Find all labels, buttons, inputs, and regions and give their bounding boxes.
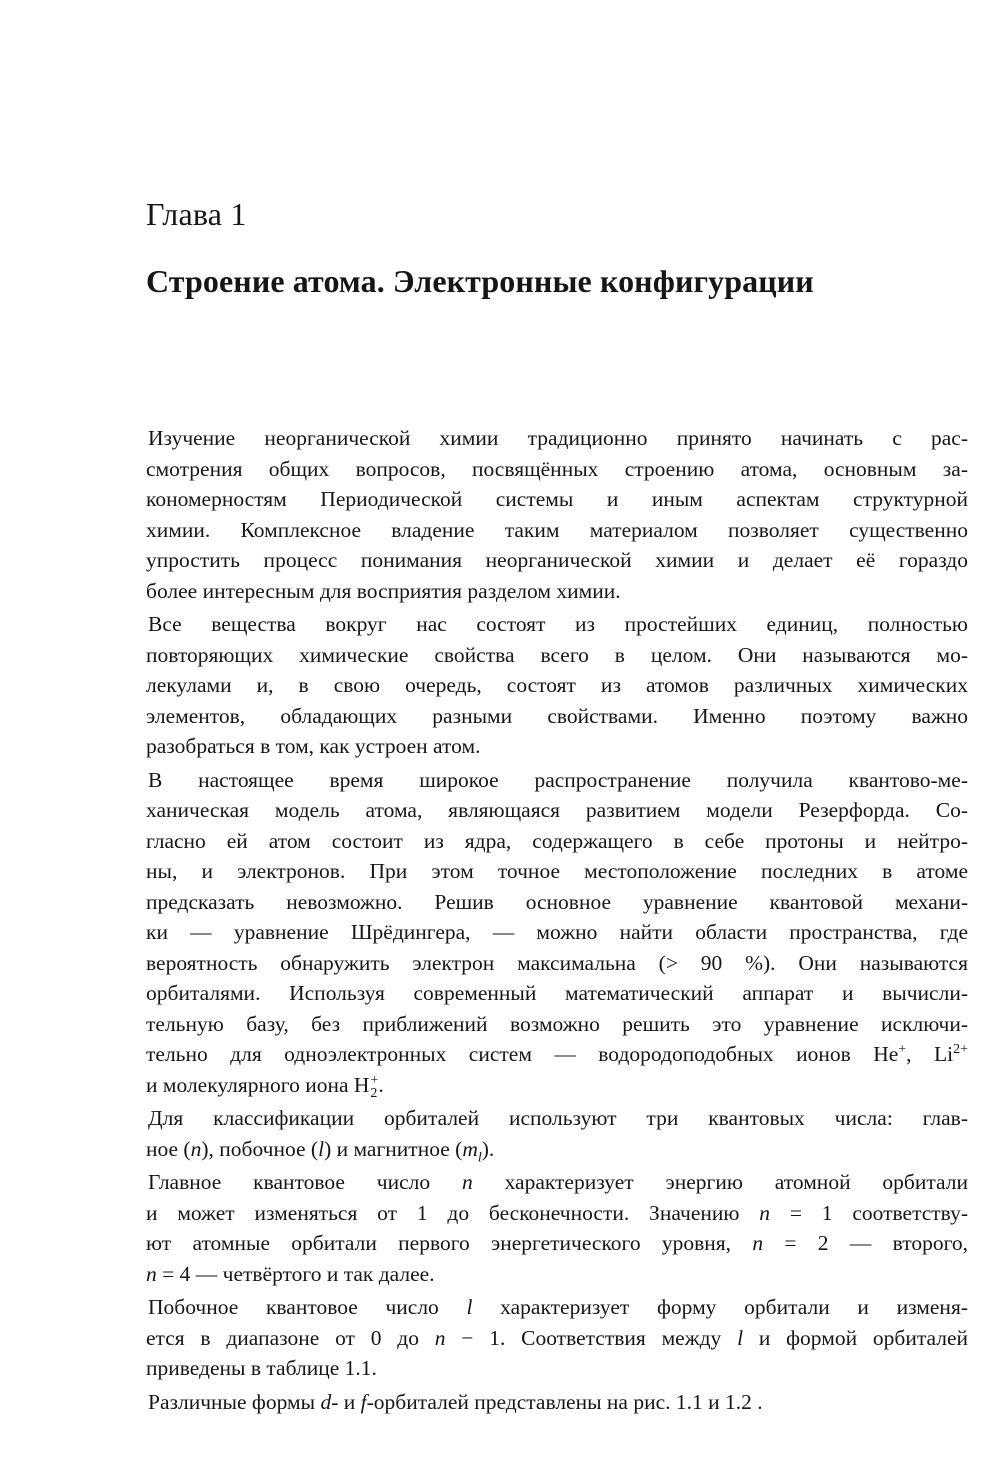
math-variable: n — [759, 1200, 771, 1225]
chapter-body — [146, 423, 968, 1417]
text-fragment: тельно для одноэлектронных систем — водородоподобных ионов He — [146, 1042, 899, 1066]
text-line — [146, 1167, 968, 1198]
text-fragment: ), побочное ( — [201, 1136, 319, 1161]
text-line: орбиталями. Используя современный математический аппарат и вычисли- — [146, 981, 968, 1005]
math-variable: n — [146, 1261, 157, 1286]
text-fragment: - и — [331, 1389, 361, 1414]
text-line — [146, 1259, 968, 1290]
text-fragment: ют атомные орбитали первого энергетического уровня, — [146, 1231, 753, 1255]
text-line — [146, 1228, 968, 1259]
text-fragment: и молекулярного иона H — [146, 1072, 370, 1097]
superscript: 2+ — [953, 1041, 968, 1057]
text-fragment: Li — [933, 1042, 954, 1066]
text-line: химии. Комплексное владение таким материалом позволяет существенно — [146, 517, 968, 542]
text-line: лекулами и, в свою очередь, состоят из атомов различных химических — [146, 673, 968, 697]
text-fragment: характеризует энергию атомной орбитали — [472, 1170, 968, 1194]
math-variable: n — [461, 1170, 473, 1194]
text-line: ханическая модель атома, являющаяся развитием модели Резерфорда. Со- — [146, 798, 968, 822]
text-line: вероятность обнаружить электрон максимальна (> 90 %). Они называются — [146, 950, 968, 975]
chapter-title: Строение атома. Электронные конфигурации — [146, 263, 814, 299]
text-line — [146, 423, 968, 454]
text-fragment: -орбиталей представлены на рис. 1.1 и 1.2 . — [366, 1389, 763, 1414]
text-fragment: − 1. Соответствия между — [445, 1325, 738, 1350]
text-line: В настоящее время широкое распространение получила квантово-ме- — [148, 767, 968, 792]
text-fragment: = 4 — [156, 1261, 196, 1286]
text-fragment: Главное квантовое число — [148, 1170, 462, 1194]
text-fragment: ется в диапазоне от 0 до — [146, 1325, 435, 1350]
text-fragment: ). — [481, 1136, 495, 1161]
text-line — [146, 1323, 968, 1354]
superscript: + — [370, 1072, 379, 1088]
text-line: приведены в таблице 1.1. — [146, 1356, 377, 1380]
superscript: + — [898, 1041, 907, 1057]
text-line — [146, 1070, 968, 1101]
math-variable: f — [360, 1389, 367, 1414]
text-line: кономерностям Периодической системы и иным аспектам структурной — [146, 487, 968, 511]
text-line: повторяющих химические свойства всего в целом. Они называются мо- — [146, 642, 968, 667]
math-variable: l — [737, 1325, 744, 1350]
text-fragment: — четвёртого и так далее. — [195, 1261, 435, 1286]
math-variable: l — [318, 1136, 325, 1161]
text-fragment: ное ( — [146, 1136, 191, 1161]
text-line: ки — уравнение Шрёдингера, — можно найти области пространства, где — [146, 920, 968, 944]
text-line: тельно для одноэлектронных систем — водородоподобных ионов He+, $Li^{2+}$ — [146, 1041, 968, 1066]
text-fragment: и может изменяться от 1 до бесконечности. Значению — [146, 1200, 760, 1225]
subscript: 2 — [370, 1085, 378, 1101]
text-line — [146, 1292, 968, 1323]
text-line — [146, 1198, 968, 1229]
math-variable: d — [320, 1389, 332, 1414]
text-line: гласно ей атом состоит из ядра, содержащего в себе протоны и нейтро- — [146, 828, 968, 853]
text-line — [146, 1134, 968, 1165]
math-variable: n — [434, 1325, 446, 1350]
text-line: упростить процесс понимания неорганической химии и делает её гораздо — [146, 548, 968, 572]
math-variable: m — [462, 1136, 478, 1161]
text-fragment: Различные формы — [148, 1389, 321, 1414]
text-fragment: . — [378, 1072, 384, 1097]
text-line: более интересным для восприятия разделом химии. — [146, 578, 621, 603]
chapter-label: Глава 1 — [146, 196, 247, 232]
book-page — [146, 0, 968, 1482]
math-variable: n — [752, 1231, 764, 1255]
text-line: Все вещества вокруг нас состоят из простейших единиц, полностью — [148, 612, 968, 636]
text-line — [146, 1387, 968, 1418]
text-fragment: ) и магнитное ( — [324, 1136, 463, 1161]
text-fragment: Изучение неорганической химии традиционно принято начинать с рас- — [148, 426, 968, 450]
text-line: ны, и электронов. При этом точное местоположение последних в атоме — [146, 859, 968, 883]
math-variable: l — [466, 1295, 473, 1319]
text-fragment: = 2 — второго, — [763, 1231, 968, 1255]
text-line: Для классификации орбиталей используют три квантовых числа: глав- — [148, 1106, 968, 1130]
text-fragment: = 1 соответству- — [770, 1200, 968, 1225]
text-fragment: Побочное квантовое число — [148, 1295, 467, 1319]
math-variable: n — [190, 1136, 202, 1161]
text-line: разобраться в том, как устроен атом. — [146, 734, 481, 758]
text-line: смотрения общих вопросов, посвящённых строению атома, основным за- — [146, 456, 968, 481]
text-fragment: характеризует форму орбитали и изменя- — [472, 1295, 968, 1319]
text-fragment: и формой орбиталей — [743, 1325, 968, 1350]
text-line: предсказать невозможно. Решив основное уравнение квантовой механи- — [146, 889, 968, 914]
text-line: тельную базу, без приближений возможно решить это уравнение исключи- — [146, 1011, 968, 1036]
text-line: элементов, обладающих разными свойствами. Именно поэтому важно — [146, 703, 968, 728]
subscript: l — [477, 1149, 482, 1165]
